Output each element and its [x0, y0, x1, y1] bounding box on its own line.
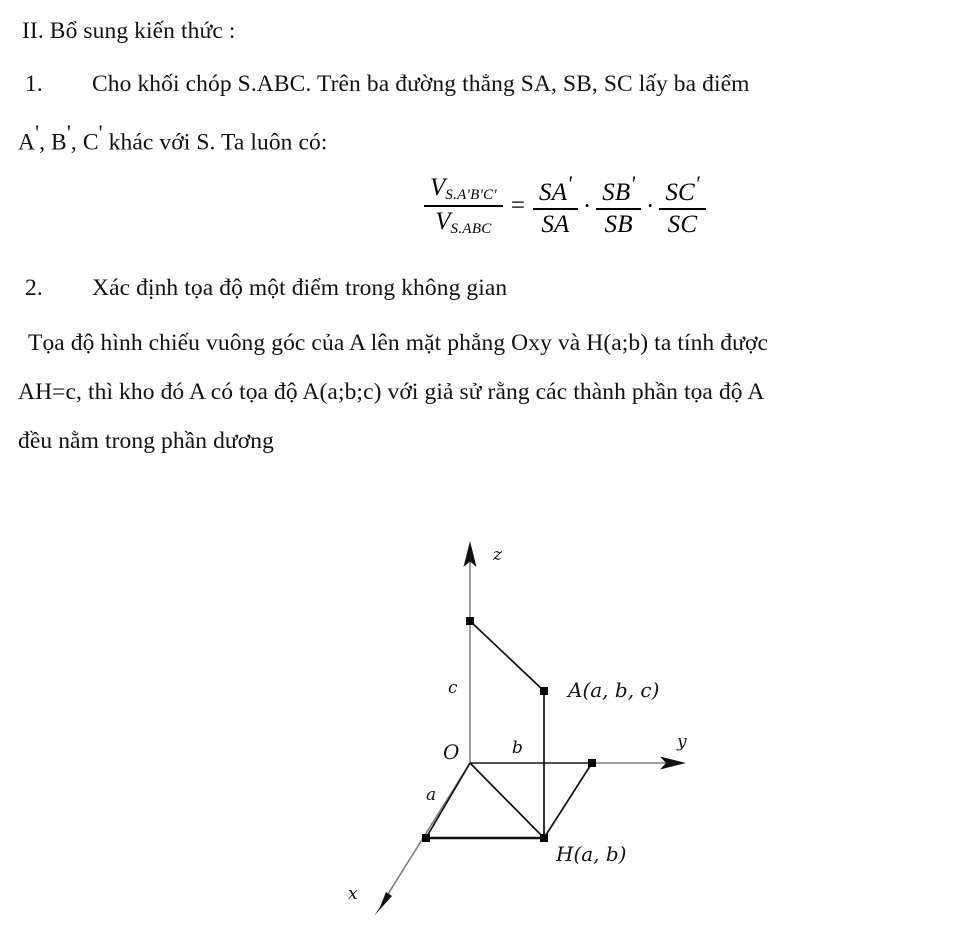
term-sa-numerator [533, 172, 578, 208]
origin-label: O [443, 740, 460, 764]
segment-label-c: c [448, 678, 458, 698]
item-1-line-1: Cho khối chóp S.ABC. Trên ba đường thẳng SA, SB, SC lấy ba điểm [92, 71, 750, 97]
dot-y-b [588, 759, 596, 767]
dot-point-A [540, 687, 548, 695]
dot-x-a [422, 834, 430, 842]
formula-lhs-denominator [429, 207, 497, 239]
dot-point-H [540, 834, 548, 842]
item-2-line-1: Tọa độ hình chiếu vuông góc của A lên mặt phẳng Oxy và H(a;b) ta tính được [28, 330, 768, 356]
axis-label-x: x [348, 884, 358, 904]
formula-lhs-numerator [424, 173, 503, 205]
prime-mark-c: ' [98, 120, 103, 145]
point-c-label: , C [70, 129, 99, 156]
term-sc-numerator [659, 172, 705, 208]
coordinate-diagram [330, 525, 730, 925]
formula-term-sc [659, 172, 705, 240]
axis-label-y: y [677, 732, 687, 752]
dot-z-c [466, 617, 474, 625]
formula-term-sa [533, 172, 578, 240]
formula-lhs-fraction [424, 173, 503, 239]
term-sc-denominator [662, 210, 704, 240]
item-2-number: 2. [25, 275, 43, 301]
term-sb-den-text: SB [604, 210, 633, 238]
construction-segments [426, 621, 592, 838]
multiplication-dot-1: · [582, 192, 592, 220]
point-b-label: , B [39, 129, 67, 156]
volume-symbol-den: V [435, 207, 451, 235]
segment-H-to-yb [544, 763, 592, 838]
arrowhead-x-icon [374, 892, 392, 916]
volume-subscript-num: S.A'B'C' [445, 186, 497, 203]
vertex-dots [422, 617, 596, 842]
equals-sign: = [510, 191, 525, 219]
section-heading: II. Bổ sung kiến thức : [22, 18, 236, 44]
prime-mark-sb: ' [630, 172, 636, 196]
term-sc-num-text: SC [665, 179, 695, 207]
item-1-line-2-tail: khác với S. Ta luôn có: [102, 129, 328, 156]
term-sb-num-text: SB [602, 179, 631, 207]
term-sc-den-text: SC [667, 210, 698, 238]
item-1-line-2 [18, 122, 328, 155]
term-sb-numerator [596, 172, 641, 208]
multiplication-dot-2: · [646, 192, 655, 220]
segment-zc-to-A [470, 621, 544, 691]
item-2-title: Xác định tọa độ một điểm trong không gian [92, 275, 508, 301]
point-a-label: A [18, 129, 36, 156]
item-2-line-2: AH=c, thì kho đó A có tọa độ A(a;b;c) với giả sử rằng các thành phần tọa độ A [18, 379, 765, 405]
axis-arrowheads [374, 541, 686, 916]
item-2-line-3: đều nằm trong phần dương [18, 428, 274, 454]
item-1-number: 1. [25, 71, 43, 97]
segment-label-a: a [426, 785, 437, 805]
segment-O-to-H [470, 763, 544, 838]
prime-mark-sa: ' [567, 172, 572, 196]
point-label-A: A(a, b, c) [568, 678, 660, 702]
prime-mark-sc: ' [694, 172, 700, 196]
volume-symbol-num: V [430, 173, 446, 201]
volume-subscript-den: S.ABC [450, 220, 492, 237]
term-sa-num-text: SA [539, 179, 568, 207]
point-label-H: H(a, b) [556, 842, 627, 866]
prime-mark-b: ' [66, 120, 71, 145]
term-sa-den-text: SA [541, 210, 570, 238]
segment-label-b: b [512, 738, 523, 758]
axes-group [383, 555, 672, 902]
prime-mark-a: ' [35, 120, 40, 145]
volume-ratio-formula [421, 172, 709, 240]
term-sa-denominator [535, 210, 575, 240]
axis-label-z: z [493, 545, 502, 565]
term-sb-denominator [599, 210, 639, 240]
formula-term-sb [596, 172, 641, 240]
